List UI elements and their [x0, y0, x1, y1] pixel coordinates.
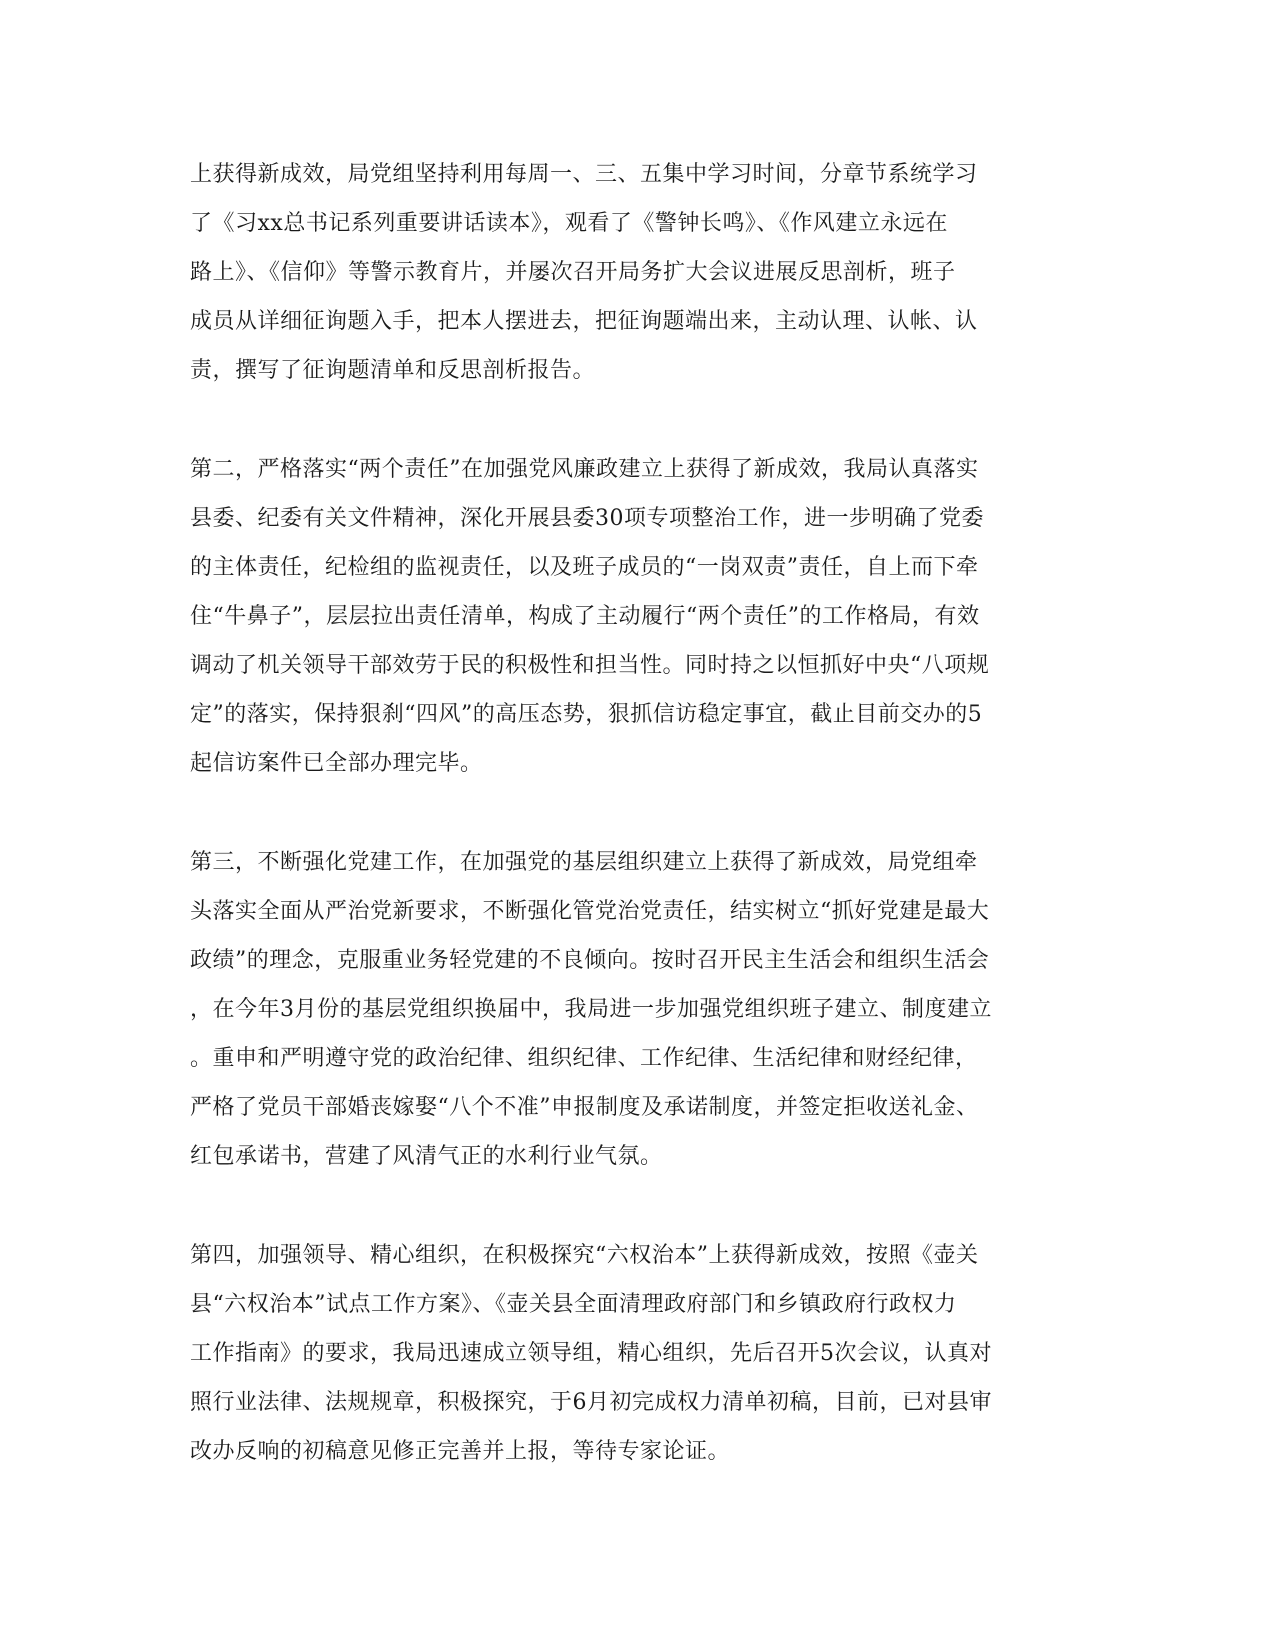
- paragraph-line: 了《习xx总书记系列重要讲话读本》，观看了《警钟长鸣》、《作风建立永远在: [190, 211, 948, 236]
- paragraph-line: 起信访案件已全部办理完毕。: [190, 751, 483, 776]
- paragraph-line: 头落实全面从严治党新要求，不断强化管党治党责任，结实树立“抓好党建是最大: [190, 899, 990, 924]
- paragraph-line: 调动了机关领导干部效劳于民的积极性和担当性。同时持之以恒抓好中央“八项规: [190, 653, 990, 678]
- paragraph-line: 改办反响的初稿意见修正完善并上报，等待专家论证。: [190, 1439, 731, 1464]
- paragraph-line: 工作指南》的要求，我局迅速成立领导组，精心组织，先后召开5次会议，认真对: [190, 1341, 992, 1366]
- document-body: [190, 150, 1090, 1526]
- paragraph-3: [190, 838, 1090, 1181]
- paragraph-line: 责，撰写了征询题清单和反思剖析报告。: [190, 358, 596, 383]
- paragraph-line: 县委、纪委有关文件精神，深化开展县委30项专项整治工作，进一步明确了党委: [190, 506, 984, 531]
- paragraph-line: 成员从详细征询题入手，把本人摆进去，把征询题端出来，主动认理、认帐、认: [190, 309, 978, 334]
- paragraph-line: 。重申和严明遵守党的政治纪律、组织纪律、工作纪律、生活纪律和财经纪律，: [190, 1046, 978, 1071]
- paragraph-line: 第四，加强领导、精心组织，在积极探究“六权治本”上获得新成效，按照《壶关: [190, 1243, 979, 1268]
- paragraph-line: 住“牛鼻子”，层层拉出责任清单，构成了主动履行“两个责任”的工作格局，有效: [190, 604, 980, 629]
- paragraph-line: 严格了党员干部婚丧嫁娶“八个不准”申报制度及承诺制度，并签定拒收送礼金、: [190, 1095, 979, 1120]
- paragraph-line: 县“六权治本”试点工作方案》、《壶关县全面清理政府部门和乡镇政府行政权力: [190, 1292, 957, 1317]
- paragraph-line: 定”的落实，保持狠刹“四风”的高压态势，狠抓信访稳定事宜，截止目前交办的5: [190, 702, 983, 727]
- paragraph-line: 政绩”的理念，克服重业务轻党建的不良倾向。按时召开民主生活会和组织生活会: [190, 948, 990, 973]
- paragraph-line: 上获得新成效，局党组坚持利用每周一、三、五集中学习时间，分章节系统学习: [190, 162, 978, 187]
- paragraph-2: [190, 445, 1090, 788]
- paragraph-line: 第二，严格落实“两个责任”在加强党风廉政建立上获得了新成效，我局认真落实: [190, 457, 979, 482]
- paragraph-line: 第三，不断强化党建工作，在加强党的基层组织建立上获得了新成效，局党组牵: [190, 850, 978, 875]
- paragraph-4: [190, 1231, 1090, 1476]
- paragraph-line: 路上》、《信仰》等警示教育片，并屡次召开局务扩大会议进展反思剖析，班子: [190, 260, 956, 285]
- paragraph-line: ，在今年3月份的基层党组织换届中，我局进一步加强党组织班子建立、制度建立: [190, 997, 992, 1022]
- paragraph-line: 照行业法律、法规规章，积极探究，于6月初完成权力清单初稿，目前，已对县审: [190, 1390, 992, 1415]
- paragraph-1: [190, 150, 1090, 395]
- paragraph-line: 红包承诺书，营建了风清气正的水利行业气氛。: [190, 1144, 663, 1169]
- paragraph-line: 的主体责任，纪检组的监视责任，以及班子成员的“一岗双责”责任，自上而下牵: [190, 555, 979, 580]
